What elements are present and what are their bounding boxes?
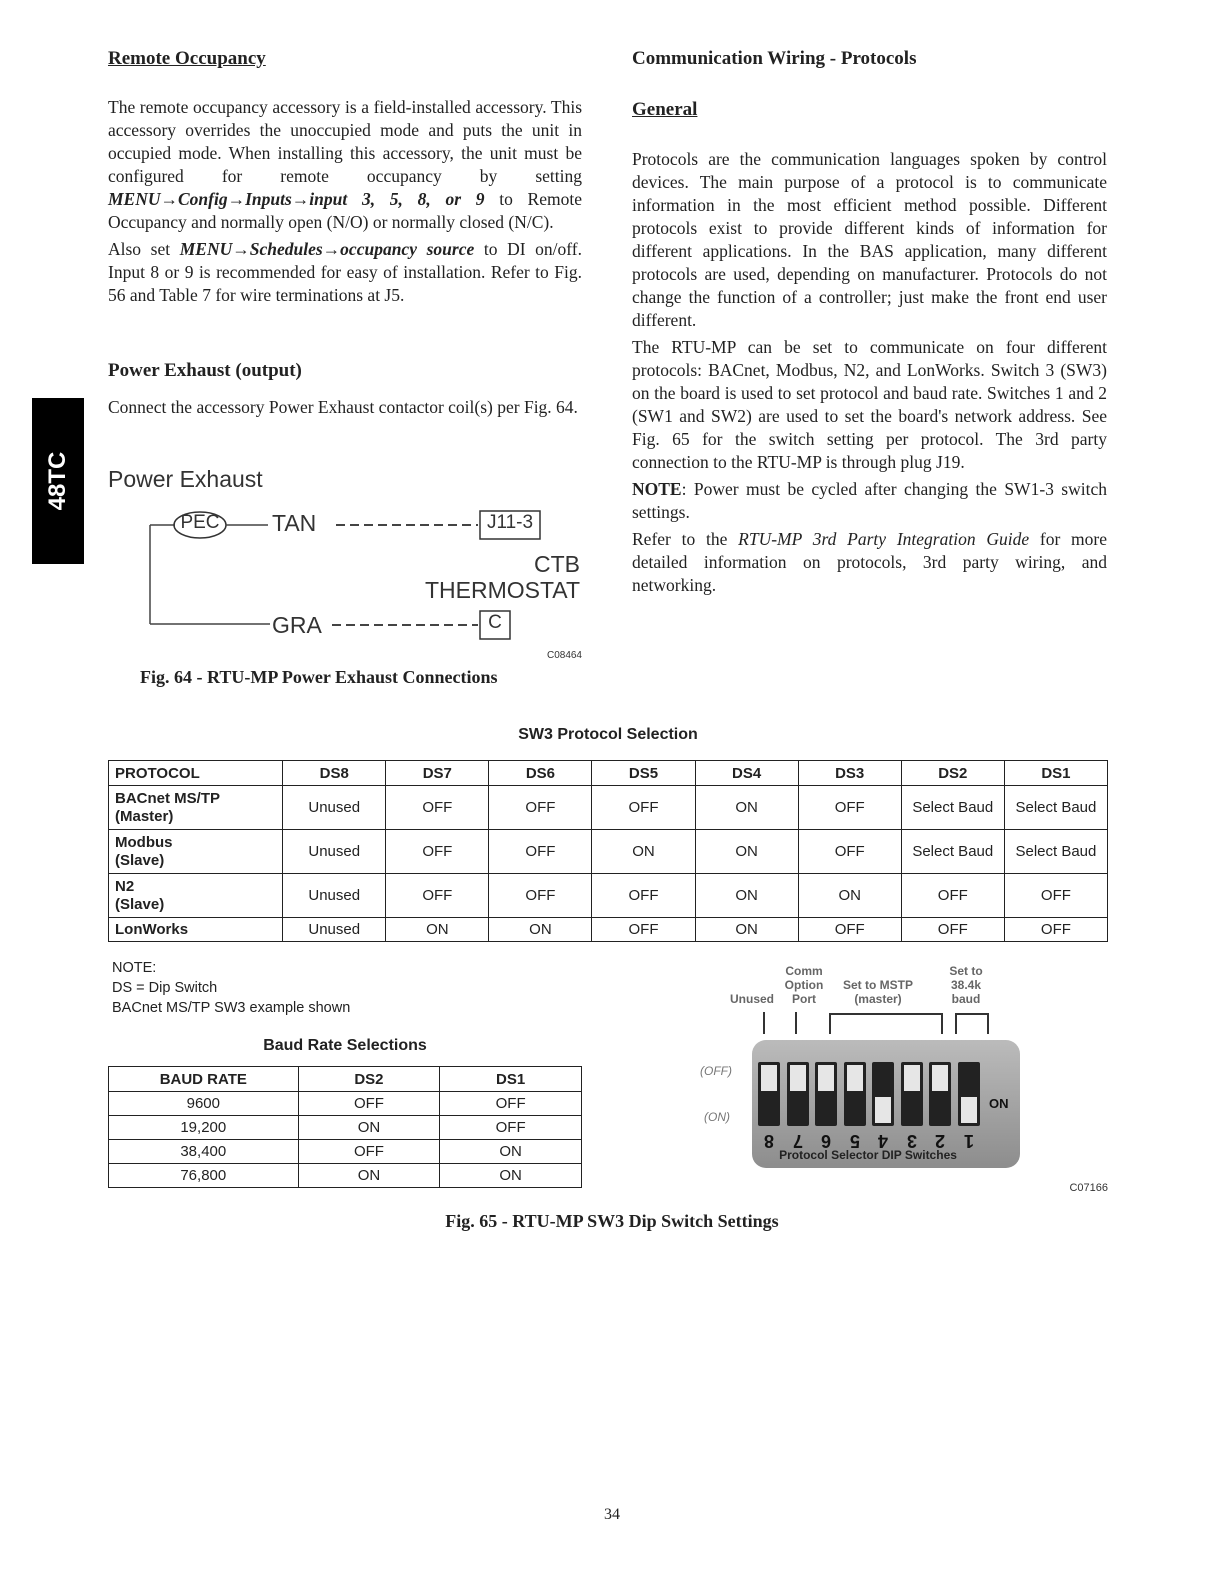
note-label: NOTE [632,479,682,499]
note-example: BACnet MS/TP SW3 example shown [112,1000,351,1016]
fig64-code: C08464 [546,650,582,661]
sw3-cell: ON [798,874,901,918]
baud-cell: OFF [298,1140,440,1164]
power-exhaust-paragraph: Connect the accessory Power Exhaust contactor coil(s) per Fig. 64. [108,397,578,417]
dip-label-leaders [752,1008,1020,1040]
protocols-note [632,478,1107,524]
protocol-selector-dip-switch [752,1040,1020,1168]
baud-cell: ON [440,1140,582,1164]
protocol-name-line: Modbus [115,833,173,851]
pec-label: PEC [180,512,220,533]
baud-cell: ON [298,1116,440,1140]
dip-switch-knob [818,1065,834,1091]
remote-occupancy-heading: Remote Occupancy [108,48,266,69]
sw3-col-ds3: DS3 [798,761,901,786]
protocols-paragraph-2: The RTU-MP can be set to communicate on four different protocols: BACnet, Modbus, N2, and LonWorks. Switch 3 (SW3) on the board is used to set protocol and baud rate. Switches 1 and 2 (SW1 and SW2) are used to set the board's network address. See Fig. 65 for the switch setting per protocol. The 3rd party connection to the RTU-MP is through plug J19. [632,337,1107,472]
sw3-cell: Select Baud [1004,786,1107,830]
dip-switch-number: 2 [935,1131,946,1151]
sw3-cell: Unused [283,786,386,830]
sw3-cell: OFF [1004,918,1107,942]
page-number: 34 [604,1506,620,1523]
baud-cell: OFF [298,1092,440,1116]
sw3-cell: Unused [283,830,386,874]
dip-on-label: (ON) [704,1110,730,1124]
protocol-name-line: LonWorks [115,920,189,938]
dip-switch-knob [904,1065,920,1091]
dip-switch-knob [790,1065,806,1091]
text-run: Refer to the [632,529,739,549]
dip-on-vertical-label: ON [989,1096,1009,1111]
c-terminal-label: C [488,612,502,633]
sw3-col-ds5: DS5 [592,761,695,786]
dip-switch-1 [958,1062,980,1126]
gra-wire-label: GRA [272,612,322,638]
integration-guide-title: RTU-MP 3rd Party Integration Guide [738,529,1030,549]
baud-col-ds2: DS2 [298,1067,440,1092]
dip-switch-number: 5 [849,1131,860,1151]
dip-switch-5 [844,1062,866,1126]
remote-occupancy-paragraph-1 [108,96,582,234]
sw3-cell: OFF [592,786,695,830]
j11-3-label: J11-3 [486,512,534,533]
table-notes [112,958,350,1018]
dip-unused-label: Unused [730,992,775,1006]
sw3-cell: ON [695,918,798,942]
sw3-protocol-name [109,874,283,918]
baud-col-baud-rate: BAUD RATE [109,1067,299,1092]
sw3-cell: Select Baud [901,786,1004,830]
protocol-name-line: (Slave) [115,851,165,869]
sw3-col-ds1: DS1 [1004,761,1107,786]
dip-switch-number: 6 [821,1131,832,1151]
baud-row [109,1092,582,1116]
sw3-cell: OFF [386,874,489,918]
sw3-cell: OFF [798,830,901,874]
fig65-code: C07166 [1069,1182,1108,1194]
dip-switch-4 [872,1062,894,1126]
sw3-row [109,786,1108,830]
sw3-protocol-table [108,760,1108,942]
sw3-cell: OFF [489,830,592,874]
dip-switch-3 [901,1062,923,1126]
protocols-body [632,148,1107,601]
sw3-col-protocol: PROTOCOL [109,761,283,786]
baud-row [109,1140,582,1164]
baud-cell: ON [440,1164,582,1188]
sw3-protocol-name [109,830,283,874]
dip-switch-8 [758,1062,780,1126]
sw3-cell: Unused [283,918,386,942]
sw3-col-ds4: DS4 [695,761,798,786]
baud-col-ds1: DS1 [440,1067,582,1092]
sw3-protocol-name [109,918,283,942]
sw3-cell: OFF [901,874,1004,918]
fig64-title: Power Exhaust [108,466,263,492]
comm-line: Comm [785,964,823,978]
baud-cell: OFF [440,1092,582,1116]
dip-switch-knob [847,1065,863,1091]
master-line: (master) [854,992,902,1006]
menu-path-inputs: MENU→Config→Inputs→input 3, 5, 8, or 9 [108,189,485,209]
sw3-cell: ON [386,918,489,942]
dip-switch-knob [875,1097,891,1123]
dip-switch-number: 7 [792,1131,803,1151]
text-run: The remote occupancy accessory is a field-installed accessory. This accessory overrides the unoccupied mode and puts the unit in occupied mode. When installing this accessory, the unit must be configured for remote occupancy by setting [108,97,582,186]
dip-switch-7 [787,1062,809,1126]
baud-header-row [109,1067,582,1092]
dip-switch-number: 8 [764,1131,775,1151]
sw3-cell: OFF [489,874,592,918]
sw3-cell: OFF [798,918,901,942]
baud-row [109,1164,582,1188]
baud-line: baud [951,992,981,1006]
sw3-cell: Unused [283,874,386,918]
power-exhaust-heading: Power Exhaust (output) [108,360,302,381]
general-subheading: General [632,99,698,120]
dip-switch-2 [929,1062,951,1126]
option-line: Option [784,978,824,992]
sw3-cell: OFF [489,786,592,830]
remote-occupancy-body [108,96,582,311]
mstp-line: Set to MSTP [842,978,913,992]
communication-wiring-heading: Communication Wiring - Protocols [632,48,917,69]
dip-switch-number: 4 [878,1131,889,1151]
protocol-name-line: BACnet MS/TP [115,789,220,807]
baud-cell: 9600 [109,1092,299,1116]
sw3-col-ds2: DS2 [901,761,1004,786]
baud-rate-table [108,1066,582,1188]
sw3-protocol-name [109,786,283,830]
baud-cell: 76,800 [109,1164,299,1188]
protocols-paragraph-4 [632,528,1107,597]
text-run: to DI on/off. Input 8 or 9 is recommended for easy of installation. Refer to Fig. 56 and Table 7 for wire terminations at J5. [108,239,583,305]
sw3-cell: OFF [592,874,695,918]
sw3-cell: OFF [901,918,1004,942]
baud-value-line: 38.4k [950,978,982,992]
section-side-tab [32,398,84,564]
sw3-cell: OFF [798,786,901,830]
dip-mstp-label [830,978,926,1006]
fig65-caption: Fig. 65 - RTU-MP SW3 Dip Switch Settings [445,1211,779,1231]
protocols-paragraph-1: Protocols are the communication languages spoken by control devices. The main purpose of a protocol is to communicate information in the most efficient method possible. Different protocols exist to provide different kinds of information for different applications. In the BAS application, many different protocols are used, depending on manufacturer. Protocols do not change the function of a controller; just make the front end user different. [632,149,1107,330]
dip-switch-knob [761,1065,777,1091]
sw3-row [109,830,1108,874]
dip-switch-knob [932,1065,948,1091]
sw3-cell: ON [695,874,798,918]
text-run: : Power must be cycled after changing the SW1-3 switch settings. [632,479,1107,522]
thermostat-label: THERMOSTAT [424,577,580,603]
sw3-cell: Select Baud [901,830,1004,874]
side-tab-label: 48TC [44,451,71,511]
baud-cell: 38,400 [109,1140,299,1164]
baud-cell: 19,200 [109,1116,299,1140]
baud-table-title: Baud Rate Selections [263,1037,427,1054]
dip-bottom-label: Protocol Selector DIP Switches [779,1148,957,1162]
sw3-row [109,874,1108,918]
sw3-col-ds7: DS7 [386,761,489,786]
sw3-cell: OFF [592,918,695,942]
dip-switch-knob [961,1097,977,1123]
sw3-col-ds8: DS8 [283,761,386,786]
protocol-name-line: N2 [115,877,135,895]
note-heading: NOTE: [112,960,157,976]
sw3-cell: OFF [1004,874,1107,918]
sw3-header-row [109,761,1108,786]
port-line: Port [792,992,816,1006]
fig64-caption: Fig. 64 - RTU-MP Power Exhaust Connections [140,667,498,687]
sw3-table-title: SW3 Protocol Selection [518,726,698,743]
remote-occupancy-paragraph-2 [108,238,582,307]
sw3-cell: ON [695,830,798,874]
note-ds-definition: DS = Dip Switch [112,980,218,996]
sw3-cell: ON [592,830,695,874]
set-to-line: Set to [949,964,983,978]
sw3-col-ds6: DS6 [489,761,592,786]
baud-cell: ON [298,1164,440,1188]
dip-switch-6 [815,1062,837,1126]
text-run: Also set [108,239,180,259]
baud-row [109,1116,582,1140]
protocol-name-line: (Master) [115,807,174,825]
sw3-cell: ON [489,918,592,942]
dip-switch-number: 3 [906,1131,917,1151]
sw3-row [109,918,1108,942]
text-run: for more detailed information on protocols, 3rd party wiring, and networking. [632,529,1107,595]
sw3-cell: OFF [386,786,489,830]
dip-switch-number: 1 [963,1131,974,1151]
baud-cell: OFF [440,1116,582,1140]
sw3-cell: ON [695,786,798,830]
ctb-label: CTB [534,551,580,577]
dip-off-label: (OFF) [700,1064,732,1078]
dip-baud-label [940,964,992,1006]
tan-wire-label: TAN [272,510,317,536]
text-run: to Remote Occupancy and normally open (N/O) or normally closed (N/C). [108,189,582,232]
protocol-name-line: (Slave) [115,895,165,913]
menu-path-schedules: MENU→Schedules→occupancy source [179,239,475,259]
dip-comm-option-label [774,964,834,1006]
sw3-cell: Select Baud [1004,830,1107,874]
sw3-cell: OFF [386,830,489,874]
